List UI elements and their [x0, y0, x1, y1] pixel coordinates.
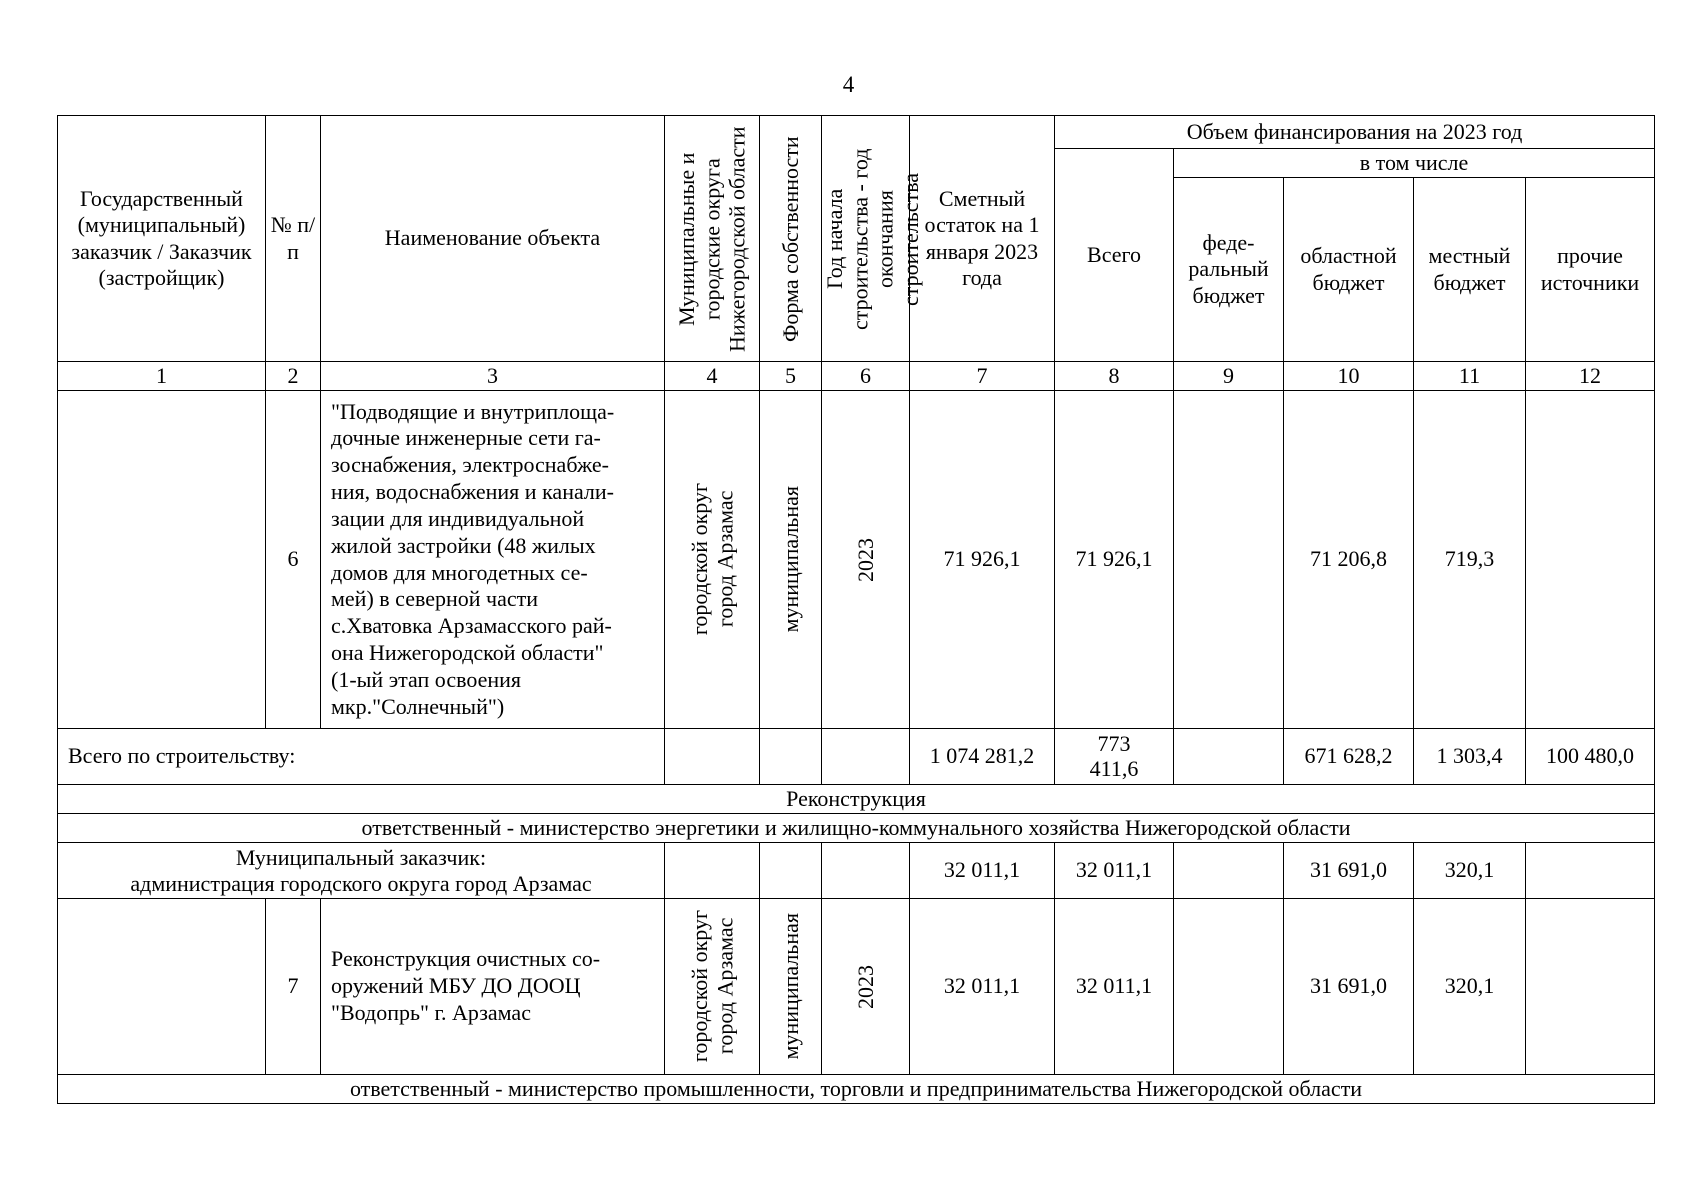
municipal-customer-row: [58, 843, 1655, 899]
object-name: Реконструкция очистных со- оружений МБУ ДО ДООЦ "Водопрь" г. Арзамас: [321, 899, 665, 1075]
estimated-cell: 1 074 281,2: [910, 729, 1055, 785]
row-number: 6: [266, 391, 321, 729]
federal-cell: [1174, 391, 1284, 729]
column-number: 11: [1414, 362, 1526, 391]
estimated-cell: 32 011,1: [910, 843, 1055, 899]
empty-cell: [822, 729, 910, 785]
column-numbers-row: [58, 362, 1655, 391]
page-number: 4: [842, 72, 855, 97]
federal-cell: [1174, 729, 1284, 785]
header-ownership: Форма собственности: [760, 116, 822, 362]
object-name: "Подводящие и внутриплоща- дочные инженерные сети га- зоснабжения, электроснабже- ния, водоснабжения и канали- зации для индивидуальной жилой застройки (48 жилых домов для многодетных се- мей) в северной части с.Хватовка Арзамасского рай- она Нижегородской области" (1-ый этап освоения мкр."Солнечный"): [321, 391, 665, 729]
ownership-cell: муниципальная: [760, 899, 822, 1075]
local-cell: 320,1: [1414, 899, 1526, 1075]
year-cell: 2023: [822, 391, 910, 729]
total-cell: 71 926,1: [1055, 391, 1174, 729]
estimated-cell: 32 011,1: [910, 899, 1055, 1075]
header-financing-title: Объем финансирования на 2023 год: [1055, 116, 1655, 149]
column-number: 2: [266, 362, 321, 391]
year-cell: 2023: [822, 899, 910, 1075]
municipal-customer-label: Муниципальный заказчик:: [235, 845, 487, 871]
total-cell: 773 411,6: [1055, 729, 1174, 785]
header-including: в том числе: [1174, 149, 1655, 178]
local-cell: 1 303,4: [1414, 729, 1526, 785]
header-customer: Государственный (муниципальный) заказчик / Заказчик (застройщик): [58, 116, 266, 362]
local-cell: 320,1: [1414, 843, 1526, 899]
column-number: 7: [910, 362, 1055, 391]
header-regional: областной бюджет: [1284, 178, 1414, 362]
column-number: 3: [321, 362, 665, 391]
customer-cell: [58, 899, 266, 1075]
ownership-cell: муниципальная: [760, 391, 822, 729]
column-number: 5: [760, 362, 822, 391]
regional-cell: 671 628,2: [1284, 729, 1414, 785]
regional-cell: 31 691,0: [1284, 843, 1414, 899]
column-number: 4: [665, 362, 760, 391]
other-cell: [1526, 391, 1655, 729]
district-cell: городской округ город Арзамас: [665, 391, 760, 729]
section-title: Реконструкция: [58, 785, 1655, 814]
row-number: 7: [266, 899, 321, 1075]
header-number: № п/п: [266, 116, 321, 362]
regional-cell: 71 206,8: [1284, 391, 1414, 729]
other-cell: [1526, 899, 1655, 1075]
header-other: прочие источники: [1526, 178, 1655, 362]
total-construction-row: [58, 729, 1655, 785]
regional-cell: 31 691,0: [1284, 899, 1414, 1075]
empty-cell: [822, 843, 910, 899]
other-cell: 100 480,0: [1526, 729, 1655, 785]
responsible-line-energy: ответственный - министерство энергетики и жилищно-коммунального хозяйства Нижегородской области: [58, 814, 1655, 843]
empty-cell: [665, 729, 760, 785]
column-number: 6: [822, 362, 910, 391]
estimated-cell: 71 926,1: [910, 391, 1055, 729]
municipal-customer-name: администрация городского округа город Арзамас: [130, 870, 592, 896]
total-cell: 32 011,1: [1055, 843, 1174, 899]
empty-cell: [760, 843, 822, 899]
other-cell: [1526, 843, 1655, 899]
financing-table: [57, 115, 1655, 1104]
column-number: 12: [1526, 362, 1655, 391]
district-cell: городской округ город Арзамас: [665, 899, 760, 1075]
header-estimated-balance: Сметный остаток на 1 января 2023 года: [910, 116, 1055, 362]
federal-cell: [1174, 843, 1284, 899]
customer-cell: [58, 391, 266, 729]
table-row-7: [58, 899, 1655, 1075]
total-cell: 32 011,1: [1055, 899, 1174, 1075]
column-number: 10: [1284, 362, 1414, 391]
local-cell: 719,3: [1414, 391, 1526, 729]
responsible-line-industry: ответственный - министерство промышленности, торговли и предпринимательства Нижегородской области: [58, 1075, 1655, 1104]
header-municipal-districts: Муниципальные и городские округа Нижегородской области: [665, 116, 760, 362]
municipal-customer-cell: [58, 843, 665, 899]
column-number: 1: [58, 362, 266, 391]
header-object-name: Наименование объекта: [321, 116, 665, 362]
federal-cell: [1174, 899, 1284, 1075]
header-years: Год начала строительства - год окончания строительства: [822, 116, 910, 362]
total-construction-label: Всего по строительству:: [58, 729, 665, 785]
empty-cell: [665, 843, 760, 899]
column-number: 9: [1174, 362, 1284, 391]
empty-cell: [760, 729, 822, 785]
header-total: Всего: [1055, 149, 1174, 362]
header-federal: феде-ральный бюджет: [1174, 178, 1284, 362]
table-row-6: [58, 391, 1655, 729]
column-number: 8: [1055, 362, 1174, 391]
header-local: местный бюджет: [1414, 178, 1526, 362]
